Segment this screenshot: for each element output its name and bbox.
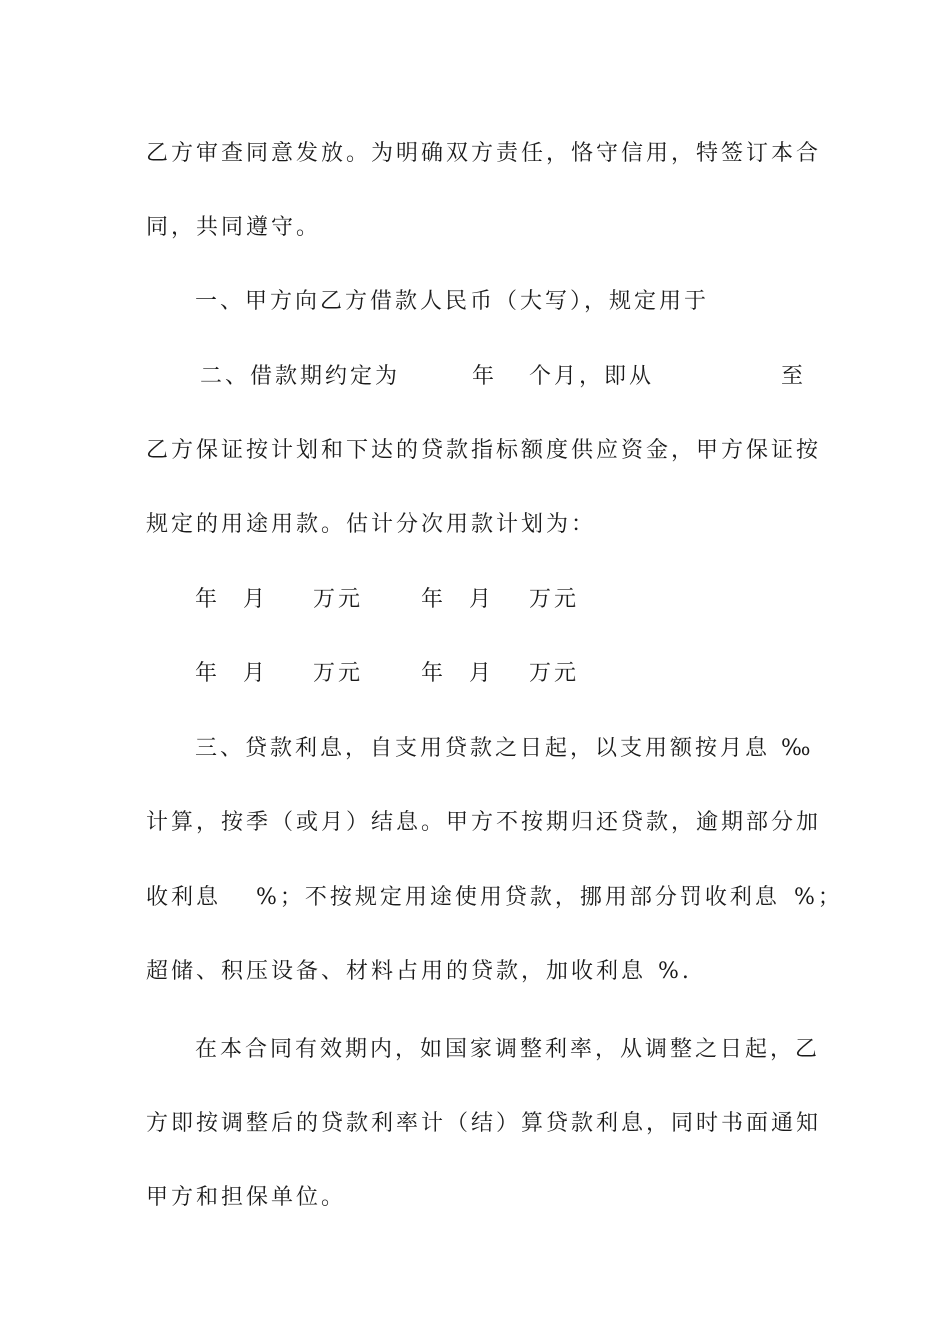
percent-semicolon: %；: [794, 885, 843, 910]
clause-2-year: 年: [472, 364, 498, 389]
schedule-month: 月: [243, 661, 269, 686]
paragraph-line-4: 规定的用途用款。估计分次用款计划为：: [146, 512, 597, 537]
schedule-month: 月: [469, 587, 495, 612]
paragraph-line-3: 乙方保证按计划和下达的贷款指标额度供应资金，甲方保证按: [146, 438, 822, 463]
clause-3-text: 三、贷款利息，自支用贷款之日起，以支用额按月息: [195, 736, 771, 761]
rate-adjust-line-1: 在本合同有效期内，如国家调整利率，从调整之日起，乙: [195, 1037, 821, 1062]
overstock-line: [146, 957, 746, 987]
clause-2-to: 至: [781, 364, 807, 389]
percent-period: %.: [658, 959, 692, 984]
overstock-text: 超储、积压设备、材料占用的贷款，加收利息: [146, 959, 647, 984]
schedule-month: 月: [469, 661, 495, 686]
interest-label: 收利息: [146, 885, 222, 910]
rate-adjust-line-3: 甲方和担保单位。: [146, 1185, 347, 1210]
schedule-amount: 万元: [313, 587, 364, 612]
rate-adjust-line-2: 方即按调整后的贷款利率计（结）算贷款利息，同时书面通知: [146, 1111, 822, 1136]
clause-2-line: [200, 362, 820, 392]
schedule-amount: 万元: [313, 661, 364, 686]
schedule-year: 年: [195, 587, 221, 612]
paragraph-line-2: 同，共同遵守。: [146, 215, 322, 240]
schedule-amount: 万元: [529, 587, 580, 612]
paragraph-line-1: 乙方审查同意发放。为明确双方责任，恪守信用，特签订本合: [146, 141, 822, 166]
permille-symbol: ‰: [781, 736, 814, 761]
paragraph-line-5: 计算，按季（或月）结息。甲方不按期归还贷款，逾期部分加: [146, 810, 822, 835]
clause-2-months: 个月，即从: [529, 364, 655, 389]
schedule-month: 月: [243, 587, 269, 612]
schedule-row-1: [195, 585, 615, 615]
schedule-year: 年: [195, 661, 221, 686]
clause-3-line: [195, 734, 815, 764]
interest-penalty-line: [146, 883, 843, 913]
clause-1-line: 一、甲方向乙方借款人民币（大写），规定用于: [195, 289, 710, 314]
schedule-row-2: [195, 659, 615, 689]
schedule-year: 年: [421, 661, 447, 686]
schedule-year: 年: [421, 587, 447, 612]
schedule-amount: 万元: [529, 661, 580, 686]
interest-penalty-text: %；不按规定用途使用贷款，挪用部分罚收利息: [256, 885, 780, 910]
clause-2-prefix: 二、借款期约定为: [200, 364, 401, 389]
